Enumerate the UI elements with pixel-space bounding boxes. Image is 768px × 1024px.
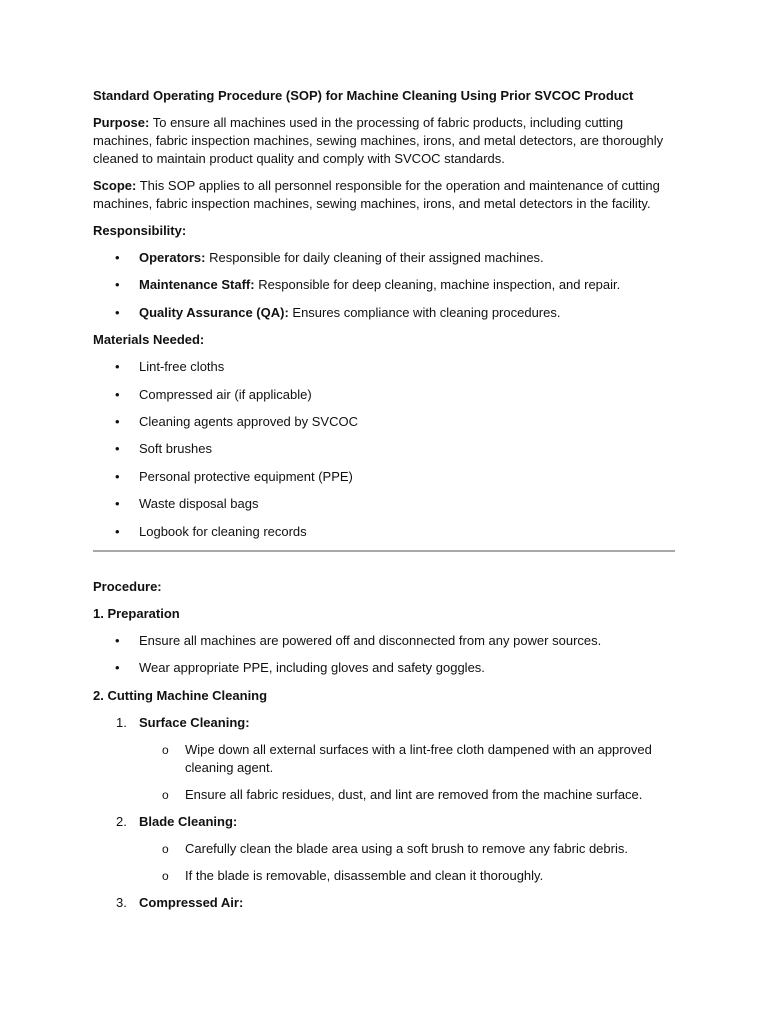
sub-item-text: Wipe down all external surfaces with a lint-free cloth dampened with an approved cleaning agent. [185,741,652,775]
bullet-marker: • [115,413,120,429]
sub-item [139,786,675,804]
scope-label: Scope: [93,178,137,193]
responsibility-list [93,249,675,322]
document-title: Standard Operating Procedure (SOP) for Machine Cleaning Using Prior SVCOC Product [93,88,634,103]
preparation-heading: 1. Preparation [93,605,180,621]
sub-bullet-marker: o [162,787,169,802]
list-item [93,440,675,458]
bullet-marker: • [115,359,120,375]
materials-list [93,358,675,540]
bullet-marker: • [115,441,120,457]
step-item [93,813,675,885]
sub-list [139,741,675,804]
preparation-text: Ensure all machines are powered off and disconnected from any power sources. [139,632,602,648]
bullet-marker: • [115,277,120,293]
purpose-paragraph [93,114,675,168]
material-text: Cleaning agents approved by SVCOC [139,413,358,429]
list-item [93,386,675,404]
material-text: Personal protective equipment (PPE) [139,468,353,484]
list-item [93,468,675,486]
step-label: Blade Cleaning: [139,813,238,829]
scope-text: This SOP applies to all personnel responsible for the operation and maintenance of cutting machines, fabric inspection machines, sewing machines, irons, and metal detectors in the facility. [93,178,660,211]
sub-item [139,867,675,885]
list-item [93,276,675,294]
role-label: Operators: [139,250,206,265]
role-label: Maintenance Staff: [139,277,255,293]
bullet-marker: • [115,523,120,539]
purpose-text: To ensure all machines used in the processing of fabric products, including cutting machines, fabric inspection machines, sewing machines, irons, and metal detectors, are thoroughly cleaned to maintain product quality and comply with SVCOC standards. [93,115,664,166]
list-item [93,413,675,431]
step-number: 2. [116,813,127,829]
responsibility-heading: Responsibility: [93,223,187,238]
sub-item [139,741,675,777]
bullet-marker: • [115,496,120,512]
sub-item-text: Ensure all fabric residues, dust, and lint are removed from the machine surface. [185,786,643,802]
list-item [93,523,675,541]
step-item [93,714,675,804]
step-number: 1. [116,714,127,730]
role-text: Responsible for daily cleaning of their assigned machines. [205,250,544,265]
horizontal-divider [93,550,675,552]
material-text: Logbook for cleaning records [139,523,307,539]
bullet-marker: • [115,632,120,648]
sub-item-text: If the blade is removable, disassemble and clean it thoroughly. [185,867,544,883]
scope-paragraph [93,177,675,213]
step-label: Surface Cleaning: [139,714,250,730]
list-item [93,495,675,513]
material-text: Soft brushes [139,441,212,457]
sub-item [139,840,675,858]
sub-item-text: Carefully clean the blade area using a soft brush to remove any fabric debris. [185,840,628,856]
list-item [93,249,675,267]
role-label: Quality Assurance (QA): [139,304,289,320]
step-label: Compressed Air: [139,894,244,910]
bullet-marker: • [115,386,120,402]
sub-bullet-marker: o [162,841,169,856]
role-text: Ensures compliance with cleaning procedures. [288,304,561,320]
document-page [93,87,675,921]
sub-bullet-marker: o [162,742,169,757]
list-item [93,659,675,677]
sub-bullet-marker: o [162,868,169,883]
bullet-marker: • [115,250,120,265]
step-number: 3. [116,894,127,910]
preparation-text: Wear appropriate PPE, including gloves and safety goggles. [139,660,485,676]
material-text: Lint-free cloths [139,359,225,375]
material-text: Compressed air (if applicable) [139,386,312,402]
materials-heading: Materials Needed: [93,332,205,348]
bullet-marker: • [115,304,120,320]
procedure-heading: Procedure: [93,578,162,594]
sub-list [139,840,675,885]
cutting-steps-list [93,714,675,912]
step-item [93,894,675,912]
material-text: Waste disposal bags [139,496,259,512]
purpose-label: Purpose: [93,115,150,130]
preparation-list [93,632,675,677]
list-item [93,632,675,650]
bullet-marker: • [115,660,120,676]
bullet-marker: • [115,468,120,484]
role-text: Responsible for deep cleaning, machine inspection, and repair. [254,277,621,293]
cutting-machine-heading: 2. Cutting Machine Cleaning [93,687,268,703]
list-item [93,358,675,376]
list-item [93,304,675,322]
